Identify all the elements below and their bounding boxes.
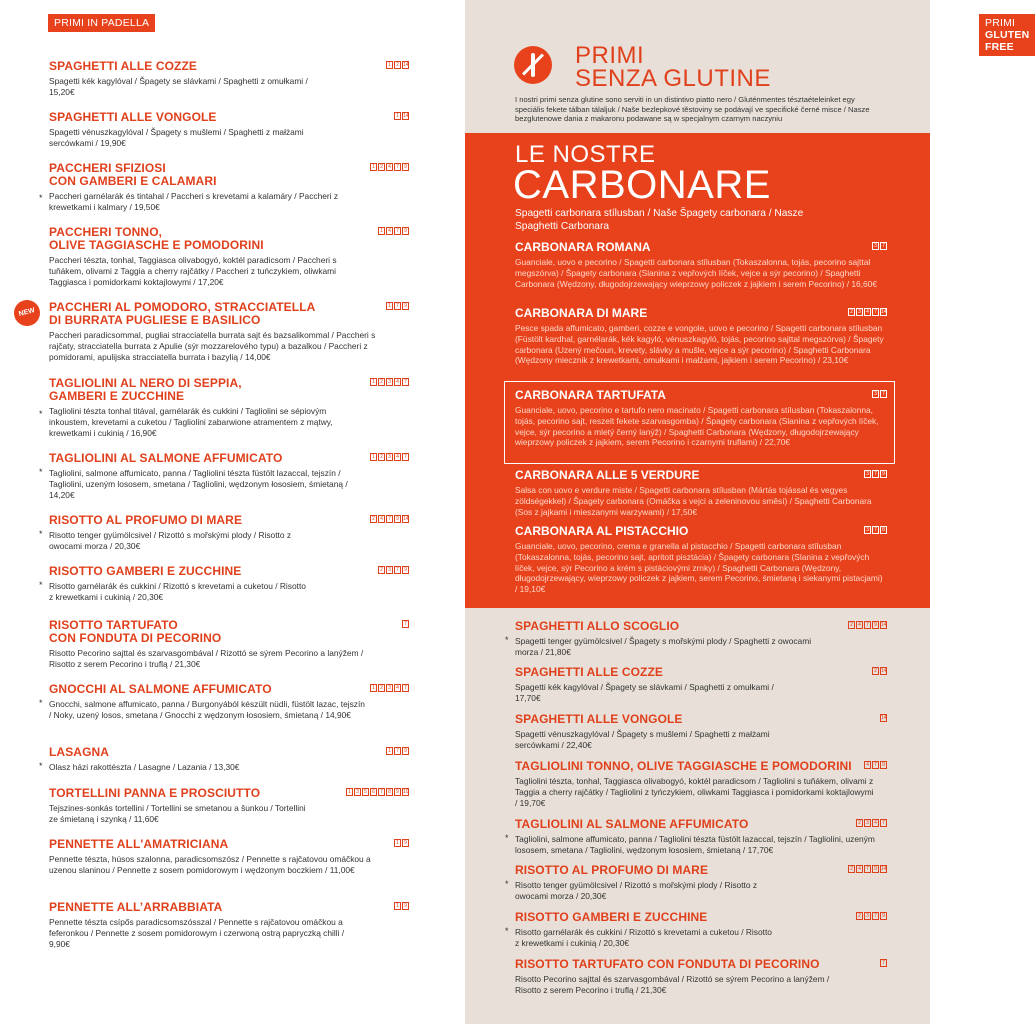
menu-item-description: Guanciale, uovo, pecorino e tartufo nero macinato / Spagetti carbonara stílusban (Tokaszalonna, tojás, pecorino sajt, reszelt fekete szarvasgomba) / Špagety carbonara (Slanina z vepřových líček, vejce, sýr pecorino a mletý černý lanýž) / Spaghetti Carbonara (Wędzony, długodojrzewający wieprzowy policzek z jajkiem, serem Pecorino i czarnymi truflami) / 22,70€ [515, 405, 879, 448]
menu-item-description: Risotto Pecorino sajttal és szarvasgombával / Rizottó se sýrem Pecorino a lanýžem / Risotto z serem Pecorino i truflą / 21,30€ [515, 974, 830, 995]
menu-item-title: SPAGHETTI ALLO SCOGLIO [515, 619, 680, 633]
allergen-code: 2 [848, 308, 855, 316]
allergen-codes [346, 788, 409, 796]
allergen-code: 7 [394, 163, 401, 171]
allergen-code: 4 [864, 308, 871, 316]
gluten-free-icon [514, 46, 552, 84]
allergen-code: 7 [394, 566, 401, 574]
allergen-code: 2 [378, 684, 385, 692]
menu-item [49, 619, 409, 670]
allergen-codes [394, 112, 409, 120]
allergen-code: 7 [880, 959, 887, 967]
allergen-code: 1 [370, 453, 377, 461]
menu-item-description: Risotto garnélarák és cukkini / Rizottó s krevetami a cuketou / Risotto z krewetkami i cukinią / 20,30€ [515, 927, 772, 948]
allergen-code: 9 [880, 761, 887, 769]
footnote-star: * [39, 409, 43, 419]
menu-item-description: Risotto Pecorino sajttal és szarvasgombával / Rizottó se sýrem Pecorino a lanýžem / Risotto z serem Pecorino i truflą / 21,30€ [49, 648, 364, 669]
allergen-code: 1 [394, 112, 401, 120]
allergen-code: 4 [394, 378, 401, 386]
gluten-free-note: I nostri primi senza glutine sono serviti in un distintivo piatto nero / Gluténmentes tésztaételeinket egy speciális fekete tálban tálaljuk / Naše bezlepkové těstoviny se podávají ve specifické černé misce / Nasze bezglutenowe dania z makaronu podawane są w specjalnym czarnym naczyniu [515, 95, 870, 123]
allergen-codes [370, 453, 409, 461]
allergen-codes [370, 515, 409, 523]
allergen-code: 7 [378, 788, 385, 796]
section-tag-primi-in-padella: PRIMI IN PADELLA [48, 14, 155, 32]
menu-item-title: TAGLIOLINI AL NERO DI SEPPIA, GAMBERI E ZUCCHINE [49, 376, 242, 403]
allergen-codes [864, 470, 887, 478]
allergen-code: 7 [394, 227, 401, 235]
allergen-code: 4 [856, 865, 863, 873]
menu-item-description: Spagetti kék kagylóval / Špagety se slávkami / Spaghetti z omułkami / 15,20€ [49, 76, 308, 97]
menu-item-description: Tagliolini tészta, tonhal, Taggiasca olivabogyó, koktél paradicsom / Tagliolini s tuňákem, olivami z Taggia a cherry rajčátky / Tagliolini z tyńczykiem, oliwkami Taggiasca i pomidorkami koktajlowymi / 19,70€ [515, 776, 874, 808]
menu-item [515, 307, 887, 366]
menu-item-title: SPAGHETTI ALLE COZZE [49, 59, 197, 73]
menu-item [515, 958, 887, 996]
menu-item-title: CARBONARA DI MARE [515, 306, 648, 320]
allergen-code: 2 [370, 515, 377, 523]
allergen-code: 7 [872, 912, 879, 920]
allergen-code: 14 [403, 62, 409, 68]
allergen-code: 2 [856, 819, 863, 827]
footnote-star: * [39, 467, 43, 477]
menu-item-description: Pesce spada affumicato, gamberi, cozze e vongole, uovo e pecorino / Spagetti carbonara stílusban (Füstölt kardhal, garnélarák, kék kagyló, vénuszkagyló, tojás, pecorino sajttal megszórva) / Špagety carbonara (Uzený mečoun, krevety, slávky a mušle, vejce a sýr pecorino) / Spaghetti Carbonara (Wędzony miecznik z krewetkami, omułkami i małżami, jajkiem i serem Pecorino) / 23,10€ [515, 323, 884, 366]
menu-item-description: Paccheri paradicsommal, pugliai stracciatella burrata sajt és bazsalikommal / Paccheri s rajčaty, stracciatella burrata z Apulie (sýr mozzarelového typu) a bazalkou / Paccheri z pomidorami, apulijska stracciatella burrata i bazylią / 14,00€ [49, 330, 376, 362]
allergen-codes [386, 61, 409, 69]
allergen-codes [848, 308, 887, 316]
allergen-code: 7 [872, 308, 879, 316]
footnote-star: * [505, 879, 509, 889]
allergen-code: 9 [394, 788, 401, 796]
menu-item-description: Guanciale, uovo e pecorino / Spagetti carbonara stílusban (Tokaszalonna, tojás, pecorino sajttal megszórva) / Špagety carbonara (Slanina z vepřových líček, vejce a sýr pecorino) / Spaghetti Carbonara (Wędzony, długodojrzewający wieprzowy policzek z jajkiem i serem Pecorino) / 16,60€ [515, 257, 877, 289]
footnote-star: * [505, 926, 509, 936]
menu-item [39, 564, 409, 603]
allergen-codes [386, 302, 409, 310]
menu-item-title: PACCHERI SFIZIOSI CON GAMBERI E CALAMARI [49, 161, 217, 188]
allergen-codes [402, 620, 409, 628]
menu-item [515, 760, 887, 808]
menu-item-title: TAGLIOLINI AL SALMONE AFFUMICATO [49, 451, 283, 465]
menu-item-title: PENNETTE ALL'AMATRICIANA [49, 837, 229, 851]
menu-item-title: SPAGHETTI ALLE VONGOLE [515, 712, 683, 726]
footnote-star: * [39, 193, 43, 203]
allergen-code: 9 [402, 163, 409, 171]
allergen-code: 9 [872, 865, 879, 873]
menu-item-description: Pennette tészta csípős paradicsomszósszal / Pennette s rajčatovou omáčkou a feferonkou / Pennette z sosem pomidorowym i czerwoną ostrą papryczką chilli / 9,90€ [49, 917, 345, 949]
allergen-code: 3 [872, 242, 879, 250]
allergen-code: 3 [864, 526, 871, 534]
allergen-codes [872, 667, 887, 675]
allergen-code: 7 [872, 761, 879, 769]
menu-item-description: Pennette tészta, húsos szalonna, paradicsomszósz / Pennette s rajčatovou omáčkou a uzenou slaninou / Pennette z sosem pomidorowym i wędzonym boczkiem / 11,00€ [49, 854, 371, 875]
allergen-code: 9 [880, 470, 887, 478]
menu-item-title: CARBONARA ALLE 5 VERDURE [515, 468, 700, 482]
footnote-star: * [39, 761, 43, 771]
allergen-codes [848, 621, 887, 629]
allergen-code: 7 [864, 865, 871, 873]
allergen-codes [394, 902, 409, 910]
menu-item-title: RISOTTO GAMBERI E ZUCCHINE [49, 564, 242, 578]
allergen-code: 1 [394, 839, 401, 847]
allergen-code: 2 [848, 621, 855, 629]
menu-item-description: Spagetti vénuszkagylóval / Špagety s mušlemi / Spaghetti z małżami sercówkami / 19,90€ [49, 127, 304, 148]
allergen-code: 9 [402, 839, 409, 847]
allergen-code: 4 [378, 515, 385, 523]
allergen-codes [378, 566, 409, 574]
menu-item-title: CARBONARA TARTUFATA [515, 388, 666, 402]
new-badge: NEW [11, 297, 43, 329]
allergen-code: 1 [386, 302, 393, 310]
menu-item [49, 226, 409, 287]
menu-item-description: Tagliolini tészta tonhal titával, garnélarák és cukkini / Tagliolini se sépiovým inkoustem, krevetami a cuketou / Tagliolini zabarwione atramentem z mątwy, krewetkami i cukinią / 16,90€ [49, 406, 333, 438]
menu-item-description: Spagetti vénuszkagylóval / Špagety s mušlemi / Spaghetti z małżami sercówkami / 22,40€ [515, 729, 770, 750]
menu-item [515, 525, 887, 595]
allergen-code: 14 [881, 622, 887, 628]
menu-item [49, 301, 409, 362]
menu-item-description: Guanciale, uovo, pecorino, crema e granella al pistacchio / Spagetti carbonara stílusban (Tokaszalonna, tojás, pecorino sajt, apritott pisztácia) / Špagety carbonara (Slanina z vepřových líček, vejce, sýr Pecorino a krém s pistáciovými zrnky) / Spaghetti Carbonara (Wędzony, długodojrzewający, wieprzowy policzek z jajkiem, serem Pecorino, śmietaną i siekanymi pistacjami) / 19,10€ [515, 541, 883, 595]
left-menu-page [0, 0, 465, 1024]
menu-item-title: CARBONARA AL PISTACCHIO [515, 524, 689, 538]
carbonare-heading-small: LE NOSTRE [515, 141, 656, 168]
gluten-free-title [575, 44, 771, 90]
menu-item [505, 619, 887, 658]
menu-item [515, 241, 887, 289]
allergen-codes [370, 684, 409, 692]
allergen-codes [370, 163, 409, 171]
allergen-code: 4 [386, 227, 393, 235]
menu-item [39, 451, 409, 500]
menu-item-title: SPAGHETTI ALLE VONGOLE [49, 110, 217, 124]
menu-item-title: PACCHERI AL POMODORO, STRACCIATELLA DI BURRATA PUGLIESE E BASILICO [49, 300, 316, 327]
allergen-code: 9 [394, 515, 401, 523]
menu-item-description: Risotto garnélarák és cukkini / Rizottó s krevetami a cuketou / Risotto z krewetkami i cukinią / 20,30€ [49, 581, 306, 602]
menu-item [515, 469, 887, 517]
allergen-code: 4 [872, 819, 879, 827]
allergen-code: 14 [881, 715, 887, 721]
allergen-codes [880, 959, 887, 967]
menu-item-title: CARBONARA ROMANA [515, 240, 651, 254]
menu-item [49, 901, 409, 949]
allergen-code: 7 [394, 747, 401, 755]
allergen-code: 7 [386, 515, 393, 523]
allergen-code: 3 [864, 470, 871, 478]
allergen-code: 3 [864, 912, 871, 920]
allergen-code: 9 [880, 912, 887, 920]
carbonare-subtitle: Spagetti carbonara stílusban / Naše Špagety carbonara / Nasze Spaghetti Carbonara [515, 208, 804, 232]
allergen-code: 3 [864, 819, 871, 827]
allergen-code: 1 [386, 61, 393, 69]
menu-item-title: PACCHERI TONNO, OLIVE TAGGIASCHE E POMODORINI [49, 225, 264, 252]
menu-item [39, 376, 409, 438]
allergen-code: 1 [394, 902, 401, 910]
allergen-code: 7 [402, 453, 409, 461]
menu-item-description: Tagliolini, salmone affumicato, panna / Tagliolini tészta füstölt lazaccal, tejszín / Tagliolini, uzeným lososem, smetana / Tagliolini, wędzonym łososiem, śmietaną / 14,20€ [49, 468, 348, 500]
allergen-code: 8 [386, 788, 393, 796]
allergen-codes [370, 378, 409, 386]
menu-item-description: Spagetti kék kagylóval / Špagety se slávkami / Spaghetti z omułkami / 17,70€ [515, 682, 774, 703]
allergen-code: 3 [386, 453, 393, 461]
allergen-code: 1 [378, 227, 385, 235]
menu-item-title: RISOTTO TARTUFATO CON FONDUTA DI PECORINO [49, 618, 222, 645]
allergen-code: 5 [362, 788, 369, 796]
menu-item [505, 910, 887, 949]
allergen-code: 14 [403, 113, 409, 119]
allergen-codes [872, 242, 887, 250]
footnote-star: * [505, 833, 509, 843]
tag-prefix: PRIMI [985, 17, 1016, 29]
menu-item-description: Paccheri garnélarák és tintahal / Paccheri s krevetami a kalamáry / Paccheri z krewetkami i kalmary / 19,50€ [49, 191, 339, 212]
allergen-code: 3 [386, 566, 393, 574]
allergen-code: 9 [872, 621, 879, 629]
gf-title-line-1: PRIMI [575, 42, 645, 69]
allergen-code: 2 [848, 865, 855, 873]
allergen-code: 9 [402, 566, 409, 574]
menu-item-title: GNOCCHI AL SALMONE AFFUMICATO [49, 682, 272, 696]
menu-item-title: LASAGNA [49, 745, 110, 759]
allergen-code: 1 [370, 684, 377, 692]
allergen-code: 2 [856, 912, 863, 920]
allergen-code: 3 [872, 390, 879, 398]
menu-item-title: SPAGHETTI ALLE COZZE [515, 665, 663, 679]
allergen-code: 2 [378, 378, 385, 386]
menu-item-description: Risotto tenger gyümölcsivel / Rizottó s mořskými plody / Risotto z owocami morza / 20,30€ [515, 880, 758, 901]
allergen-code: 14 [881, 866, 887, 872]
allergen-code: 1 [386, 747, 393, 755]
menu-item-description: Gnocchi, salmone affumicato, panna / Burgonyából készült nüdli, füstölt lazac, tejszín / Noky, uzený losos, smetana / Gnocchi z wędzonym łososiem, śmietaną / 14,90€ [49, 699, 365, 720]
allergen-code: 7 [402, 378, 409, 386]
allergen-codes [394, 839, 409, 847]
allergen-code: 2 [872, 667, 879, 675]
menu-item-title: TAGLIOLINI TONNO, OLIVE TAGGIASCHE E POMODORINI [515, 759, 852, 773]
footnote-star: * [39, 698, 43, 708]
allergen-code: 9 [402, 902, 409, 910]
allergen-code: 3 [856, 308, 863, 316]
allergen-code: 7 [872, 526, 879, 534]
allergen-code: 14 [881, 668, 887, 674]
allergen-code: 7 [864, 621, 871, 629]
menu-item [39, 161, 409, 213]
allergen-code: 14 [881, 309, 887, 315]
allergen-codes [856, 819, 887, 827]
allergen-code: 10 [403, 789, 409, 795]
menu-item [49, 838, 409, 876]
menu-item-description: Olasz házi rakottészta / Lasagne / Lazania / 13,30€ [49, 762, 240, 772]
gf-title-line-2: SENZA GLUTINE [575, 65, 771, 92]
menu-item [39, 745, 409, 773]
allergen-codes [378, 227, 409, 235]
menu-item-title: TORTELLINI PANNA E PROSCIUTTO [49, 786, 261, 800]
allergen-code: 1 [346, 788, 353, 796]
allergen-code: 4 [864, 761, 871, 769]
allergen-codes [856, 912, 887, 920]
allergen-code: 4 [856, 621, 863, 629]
menu-item [39, 682, 409, 721]
menu-item [515, 666, 887, 704]
allergen-code: 8 [880, 526, 887, 534]
allergen-code: 4 [394, 453, 401, 461]
menu-item [49, 60, 409, 98]
allergen-code: 7 [880, 390, 887, 398]
allergen-code: 14 [403, 516, 409, 522]
allergen-code: 9 [402, 302, 409, 310]
menu-item [39, 513, 409, 552]
menu-item-title: RISOTTO TARTUFATO CON FONDUTA DI PECORINO [515, 957, 820, 971]
menu-item [49, 787, 409, 825]
menu-item [49, 111, 409, 149]
allergen-code: 4 [386, 163, 393, 171]
allergen-code: 7 [872, 470, 879, 478]
menu-item [515, 713, 887, 751]
menu-item-title: PENNETTE ALL’ARRABBIATA [49, 900, 223, 914]
allergen-code: 7 [880, 819, 887, 827]
allergen-code: 3 [386, 684, 393, 692]
allergen-code: 1 [370, 163, 377, 171]
allergen-code: 9 [402, 747, 409, 755]
footnote-star: * [39, 580, 43, 590]
footnote-star: * [39, 529, 43, 539]
menu-item-description: Tejszines-sonkás tortellini / Tortellini se smetanou a šunkou / Tortellini ze śmietaną i szynką / 11,60€ [49, 803, 306, 824]
allergen-code: 9 [402, 227, 409, 235]
allergen-code: 6 [370, 788, 377, 796]
allergen-code: 7 [402, 620, 409, 628]
allergen-code: 7 [402, 684, 409, 692]
footnote-star: * [505, 635, 509, 645]
allergen-codes [864, 526, 887, 534]
tag-bold: GLUTEN FREE [985, 29, 1030, 53]
allergen-code: 7 [880, 242, 887, 250]
menu-item-description: Tagliolini, salmone affumicato, panna / Tagliolini tészta füstölt lazaccal, tejszín / Tagliolini, uzeným lososem, smetana / Tagliolini, wędzonym łososiem, śmietaną / 17,70€ [515, 834, 875, 855]
menu-item-description: Salsa con uovo e verdure miste / Spagetti carbonara stílusban (Mártás tojással és vegyes zöldségekkel) / Špagety carbonara (Omáčka s vejci a zeleninovou směsí) / Spaghetti Carbonara (Sos z jajkami i mieszanymi warzywami) / 17,50€ [515, 485, 872, 517]
menu-item [505, 863, 887, 902]
menu-item-title: TAGLIOLINI AL SALMONE AFFUMICATO [515, 817, 749, 831]
carbonare-heading-large: CARBONARE [513, 163, 771, 207]
allergen-code: 3 [354, 788, 361, 796]
menu-item [505, 817, 887, 856]
allergen-code: 2 [378, 163, 385, 171]
allergen-code: 2 [378, 566, 385, 574]
menu-item-description: Paccheri tészta, tonhal, Taggiasca olivabogyó, koktél paradicsom / Paccheri s tuňákem, olivami z Taggia a cherry rajčátky / Paccheri z tuńczykiem, oliwkami Taggiasca i pomidorkami koktajlowymi / 17,20€ [49, 255, 337, 287]
allergen-code: 2 [378, 453, 385, 461]
section-tag-primi-gluten-free [979, 14, 1035, 56]
menu-item-description: Risotto tenger gyümölcsivel / Rizottó s mořskými plody / Risotto z owocami morza / 20,30€ [49, 530, 292, 551]
menu-item-title: RISOTTO AL PROFUMO DI MARE [515, 863, 709, 877]
allergen-code: 3 [386, 378, 393, 386]
allergen-code: 2 [394, 61, 401, 69]
allergen-codes [880, 714, 887, 722]
allergen-codes [386, 747, 409, 755]
allergen-codes [872, 390, 887, 398]
allergen-code: 1 [370, 378, 377, 386]
allergen-code: 7 [394, 302, 401, 310]
menu-item-description: Spagetti tenger gyümölcsivel / Špagety s mořskými plody / Spaghetti z owocami morza / 21,80€ [515, 636, 812, 657]
allergen-codes [864, 761, 887, 769]
menu-item-title: RISOTTO GAMBERI E ZUCCHINE [515, 910, 708, 924]
allergen-code: 4 [394, 684, 401, 692]
menu-item-title: RISOTTO AL PROFUMO DI MARE [49, 513, 243, 527]
allergen-codes [848, 865, 887, 873]
menu-item [515, 389, 887, 448]
